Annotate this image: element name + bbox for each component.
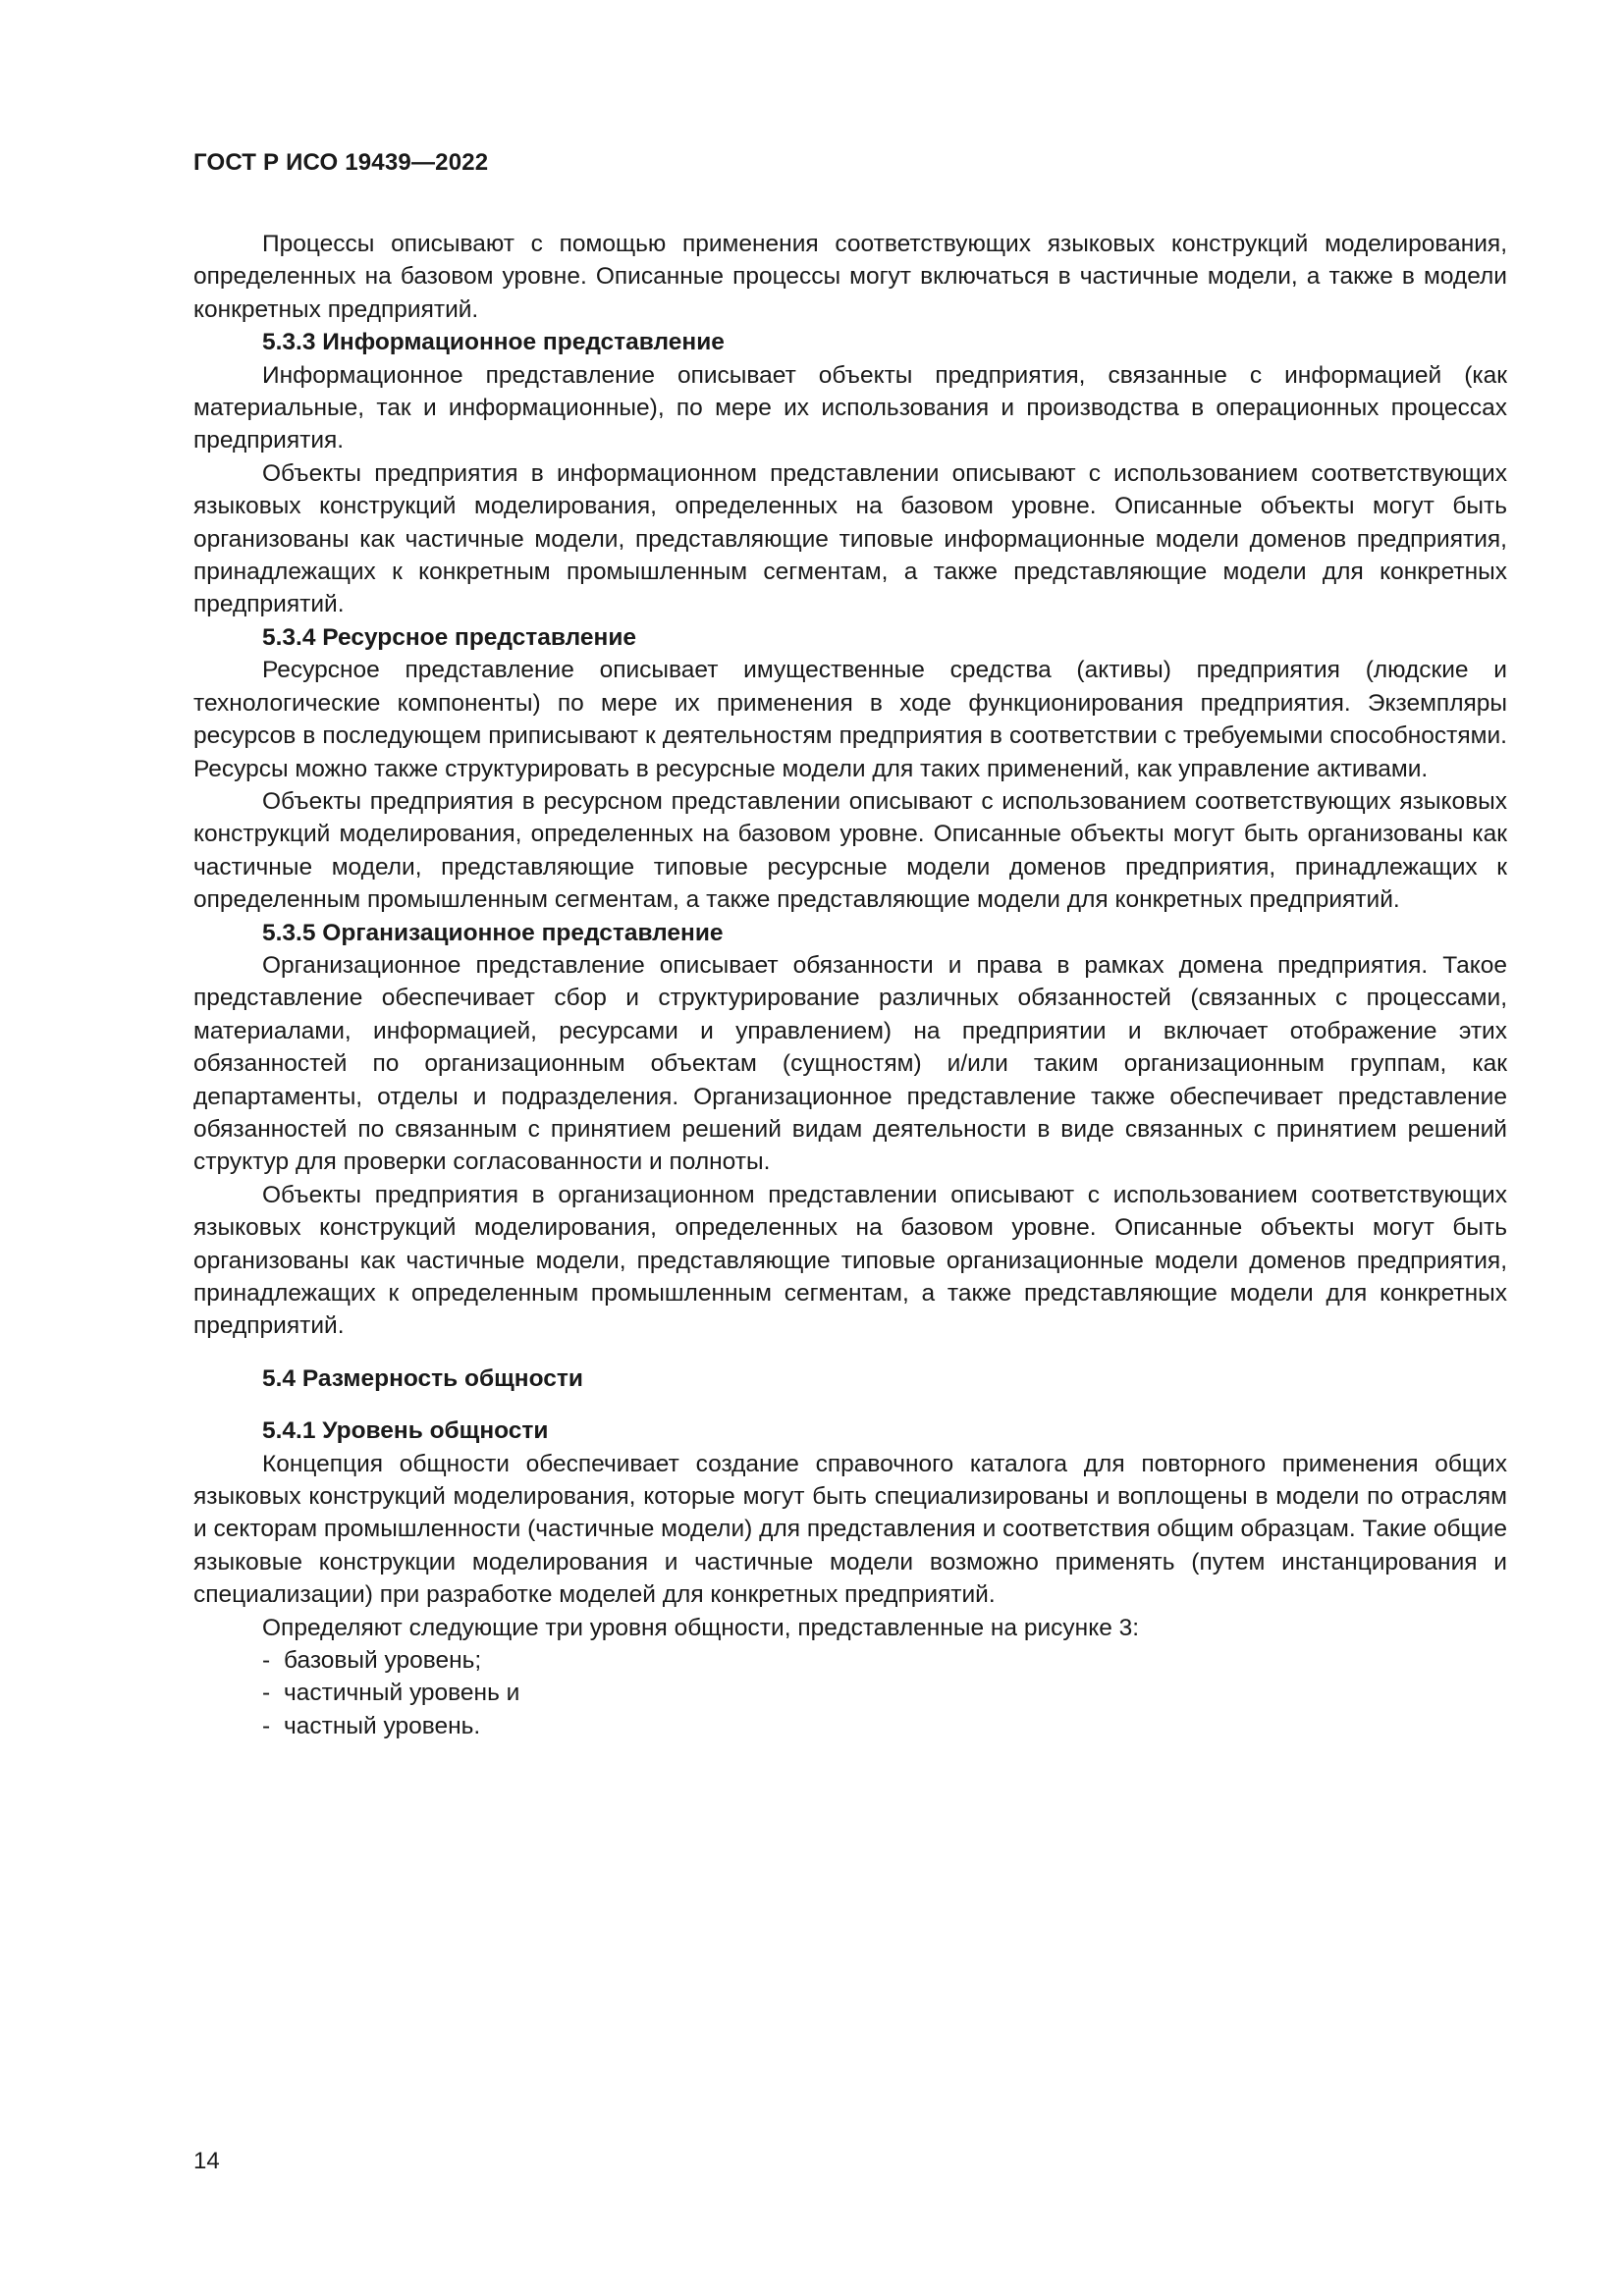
document-header: ГОСТ Р ИСО 19439—2022 <box>193 149 489 176</box>
paragraph-information-view-1: Информационное представление описывает объекты предприятия, связанные с информацией (как материальные, так и информационные), по мере их использования и производства в операционных процессах предприятия. <box>193 361 1507 454</box>
paragraph-information-view-2: Объекты предприятия в информационном представлении описывают с использованием соответствующих языковых конструкций моделирования, определенных на базовом уровне. Описанные объекты могут быть организованы как частичные модели, представляющие типовые информационные модели доменов предприятия, принадлежащих к конкретным промышленным сегментам, а также представляющие модели для конкретных предприятий. <box>193 459 1507 618</box>
paragraph-genericity-2: Определяют следующие три уровня общности, представленные на рисунке 3: <box>262 1614 1140 1641</box>
heading-5-4: 5.4 Размерность общности <box>262 1364 583 1392</box>
page-number: 14 <box>193 2148 220 2174</box>
list-item: - базовый уровень; <box>193 1644 1507 1677</box>
heading-5-3-3: 5.3.3 Информационное представление <box>262 329 725 356</box>
heading-5-4-1: 5.4.1 Уровень общности <box>262 1417 549 1445</box>
paragraph-genericity-1: Концепция общности обеспечивает создание справочного каталога для повторного применения общих языковых конструкций моделирования, которые могут быть специализированы и воплощены в модели по отраслям и секторам промышленности (частичные модели) для представления и соответствия общим образцам. Такие общие языковые конструкции моделирования и частичные модели возможно применять (путем инстанцирования и специализации) при разработке моделей для конкретных предприятий. <box>193 1450 1507 1609</box>
genericity-levels-list <box>193 1644 1507 1742</box>
document-body <box>193 228 1507 1742</box>
paragraph-organization-view-2: Объекты предприятия в организационном представлении описывают с использованием соответствующих языковых конструкций моделирования, определенных на базовом уровне. Описанные объекты могут быть организованы как частичные модели, представляющие типовые организационные модели доменов предприятия, принадлежащих к определенным промышленным сегментам, а также представляющие модели для конкретных предприятий. <box>193 1181 1507 1340</box>
paragraph-organization-view-1: Организационное представление описывает обязанности и права в рамках домена предприятия. Такое представление обеспечивает сбор и структурирование различных обязанностей (связанных с процессами, материалами, информацией, ресурсами и управлением) на предприятии и включает отображение этих обязанностей по организационным объектам (сущностям) и/или таким организационным группам, как департаменты, отделы и подразделения. Организационное представление также обеспечивает представление обязанностей по связанным с принятием решений видам деятельности в виде связанных с принятием решений структур для проверки согласованности и полноты. <box>193 951 1507 1176</box>
paragraph-resource-view-2: Объекты предприятия в ресурсном представлении описывают с использованием соответствующих языковых конструкций моделирования, определенных на базовом уровне. Описанные объекты могут быть организованы как частичные модели, представляющие типовые ресурсные модели доменов предприятия, принадлежащих к определенным промышленным сегментам, а также представляющие модели для конкретных предприятий. <box>193 787 1507 914</box>
heading-5-3-5: 5.3.5 Организационное представление <box>262 919 724 946</box>
list-item: - частный уровень. <box>193 1710 1507 1742</box>
paragraph-processes: Процессы описывают с помощью применения соответствующих языковых конструкций моделирования, определенных на базовом уровне. Описанные процессы могут включаться в частичные модели, а также в модели конкретных предприятий. <box>193 231 1507 323</box>
paragraph-resource-view-1: Ресурсное представление описывает имущественные средства (активы) предприятия (людские и технологические компоненты) по мере их применения в ходе функционирования предприятия. Экземпляры ресурсов в последующем приписывают к деятельностям предприятия в соответствии с требуемыми способностями. Ресурсы можно также структурировать в ресурсные модели для таких применений, как управление активами. <box>193 657 1507 782</box>
heading-5-3-4: 5.3.4 Ресурсное представление <box>262 623 637 651</box>
list-item: - частичный уровень и <box>193 1677 1507 1709</box>
